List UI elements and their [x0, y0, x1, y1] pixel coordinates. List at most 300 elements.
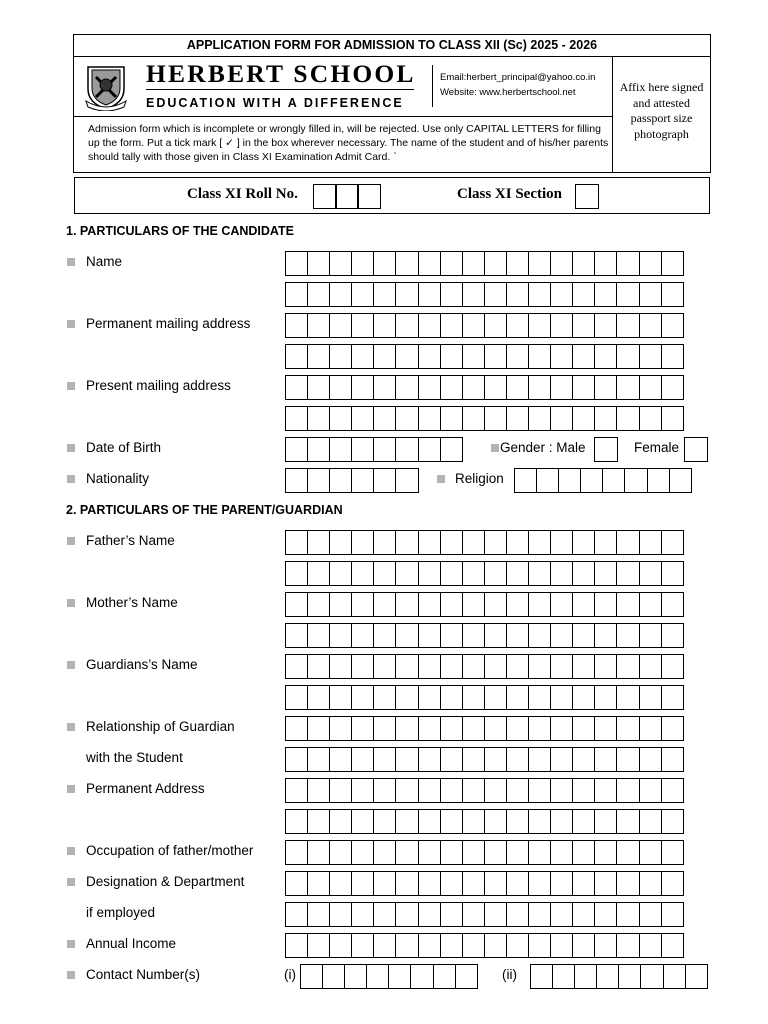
- char-box[interactable]: [661, 530, 685, 555]
- char-box[interactable]: [616, 840, 640, 865]
- char-box[interactable]: [616, 747, 640, 772]
- char-box[interactable]: [307, 313, 331, 338]
- char-box[interactable]: [594, 623, 618, 648]
- char-box[interactable]: [639, 809, 663, 834]
- char-box[interactable]: [440, 654, 464, 679]
- permanent-address-input-row-2[interactable]: [285, 344, 683, 369]
- char-box[interactable]: [418, 685, 442, 710]
- nationality-input[interactable]: [285, 468, 418, 493]
- char-box[interactable]: [661, 902, 685, 927]
- char-box[interactable]: [440, 809, 464, 834]
- designation-input[interactable]: [285, 871, 683, 896]
- char-box[interactable]: [552, 964, 576, 989]
- char-box[interactable]: [594, 747, 618, 772]
- char-box[interactable]: [616, 375, 640, 400]
- char-box[interactable]: [329, 313, 353, 338]
- char-box[interactable]: [528, 747, 552, 772]
- char-box[interactable]: [618, 964, 642, 989]
- char-box[interactable]: [329, 561, 353, 586]
- char-box[interactable]: [462, 840, 486, 865]
- char-box[interactable]: [536, 468, 560, 493]
- relationship-input-row-2[interactable]: [285, 747, 683, 772]
- char-box[interactable]: [528, 406, 552, 431]
- char-box[interactable]: [418, 313, 442, 338]
- char-box[interactable]: [418, 406, 442, 431]
- char-box[interactable]: [395, 623, 419, 648]
- char-box[interactable]: [639, 375, 663, 400]
- char-box[interactable]: [616, 902, 640, 927]
- char-box[interactable]: [594, 778, 618, 803]
- char-box[interactable]: [572, 716, 596, 741]
- char-box[interactable]: [528, 561, 552, 586]
- char-box[interactable]: [484, 592, 508, 617]
- char-box[interactable]: [484, 778, 508, 803]
- char-box[interactable]: [329, 809, 353, 834]
- char-box[interactable]: [307, 592, 331, 617]
- char-box[interactable]: [484, 623, 508, 648]
- char-box[interactable]: [506, 933, 530, 958]
- char-box[interactable]: [572, 685, 596, 710]
- char-box[interactable]: [624, 468, 648, 493]
- char-box[interactable]: [329, 654, 353, 679]
- char-box[interactable]: [418, 747, 442, 772]
- char-box[interactable]: [639, 871, 663, 896]
- char-box[interactable]: [661, 778, 685, 803]
- char-box[interactable]: [616, 716, 640, 741]
- char-box[interactable]: [462, 623, 486, 648]
- char-box[interactable]: [506, 313, 530, 338]
- char-box[interactable]: [366, 964, 390, 989]
- char-box[interactable]: [307, 871, 331, 896]
- char-box[interactable]: [373, 437, 397, 462]
- char-box[interactable]: [462, 561, 486, 586]
- char-box[interactable]: [639, 840, 663, 865]
- char-box[interactable]: [550, 623, 574, 648]
- char-box[interactable]: [285, 468, 309, 493]
- char-box[interactable]: [484, 716, 508, 741]
- char-box[interactable]: [418, 840, 442, 865]
- char-box[interactable]: [484, 251, 508, 276]
- char-box[interactable]: [418, 871, 442, 896]
- char-box[interactable]: [528, 375, 552, 400]
- char-box[interactable]: [351, 654, 375, 679]
- relationship-input[interactable]: [285, 716, 683, 741]
- char-box[interactable]: [462, 592, 486, 617]
- char-box[interactable]: [307, 623, 331, 648]
- char-box[interactable]: [572, 623, 596, 648]
- char-box[interactable]: [351, 747, 375, 772]
- char-box[interactable]: [506, 685, 530, 710]
- char-box[interactable]: [616, 406, 640, 431]
- char-box[interactable]: [661, 654, 685, 679]
- char-box[interactable]: [329, 778, 353, 803]
- char-box[interactable]: [351, 685, 375, 710]
- char-box[interactable]: [484, 654, 508, 679]
- char-box[interactable]: [395, 437, 419, 462]
- char-box[interactable]: [639, 344, 663, 369]
- char-box[interactable]: [506, 654, 530, 679]
- char-box[interactable]: [395, 902, 419, 927]
- char-box[interactable]: [661, 375, 685, 400]
- mother-name-input[interactable]: [285, 592, 683, 617]
- char-box[interactable]: [307, 375, 331, 400]
- char-box[interactable]: [395, 933, 419, 958]
- char-box[interactable]: [528, 809, 552, 834]
- char-box[interactable]: [395, 871, 419, 896]
- char-box[interactable]: [484, 902, 508, 927]
- char-box[interactable]: [616, 933, 640, 958]
- char-box[interactable]: [395, 313, 419, 338]
- contact-i-input[interactable]: [300, 964, 477, 989]
- char-box[interactable]: [550, 344, 574, 369]
- char-box[interactable]: [594, 375, 618, 400]
- char-box[interactable]: [661, 809, 685, 834]
- char-box[interactable]: [640, 964, 664, 989]
- char-box[interactable]: [418, 530, 442, 555]
- char-box[interactable]: [285, 530, 309, 555]
- char-box[interactable]: [550, 282, 574, 307]
- char-box[interactable]: [484, 809, 508, 834]
- char-box[interactable]: [418, 561, 442, 586]
- char-box[interactable]: [440, 561, 464, 586]
- char-box[interactable]: [506, 778, 530, 803]
- char-box[interactable]: [322, 964, 346, 989]
- char-box[interactable]: [572, 840, 596, 865]
- char-box[interactable]: [307, 778, 331, 803]
- char-box[interactable]: [594, 251, 618, 276]
- char-box[interactable]: [373, 344, 397, 369]
- char-box[interactable]: [329, 282, 353, 307]
- char-box[interactable]: [661, 406, 685, 431]
- char-box[interactable]: [329, 685, 353, 710]
- char-box[interactable]: [440, 282, 464, 307]
- char-box[interactable]: [285, 561, 309, 586]
- name-input[interactable]: [285, 251, 683, 276]
- char-box[interactable]: [344, 964, 368, 989]
- char-box[interactable]: [462, 282, 486, 307]
- char-box[interactable]: [528, 313, 552, 338]
- char-box[interactable]: [506, 561, 530, 586]
- char-box[interactable]: [418, 437, 442, 462]
- char-box[interactable]: [484, 313, 508, 338]
- char-box[interactable]: [329, 840, 353, 865]
- char-box[interactable]: [329, 747, 353, 772]
- char-box[interactable]: [373, 716, 397, 741]
- char-box[interactable]: [462, 375, 486, 400]
- char-box[interactable]: [639, 313, 663, 338]
- char-box[interactable]: [395, 282, 419, 307]
- father-name-input[interactable]: [285, 530, 683, 555]
- char-box[interactable]: [462, 809, 486, 834]
- char-box[interactable]: [506, 747, 530, 772]
- char-box[interactable]: [594, 592, 618, 617]
- char-box[interactable]: [484, 840, 508, 865]
- char-box[interactable]: [572, 809, 596, 834]
- char-box[interactable]: [351, 716, 375, 741]
- char-box[interactable]: [572, 313, 596, 338]
- char-box[interactable]: [616, 654, 640, 679]
- contact-ii-input[interactable]: [530, 964, 707, 989]
- char-box[interactable]: [373, 251, 397, 276]
- char-box[interactable]: [572, 933, 596, 958]
- char-box[interactable]: [373, 654, 397, 679]
- char-box[interactable]: [285, 778, 309, 803]
- char-box[interactable]: [351, 592, 375, 617]
- char-box[interactable]: [285, 871, 309, 896]
- char-box[interactable]: [307, 716, 331, 741]
- char-box[interactable]: [285, 623, 309, 648]
- char-box[interactable]: [351, 561, 375, 586]
- char-box[interactable]: [616, 809, 640, 834]
- char-box[interactable]: [285, 344, 309, 369]
- char-box[interactable]: [594, 809, 618, 834]
- char-box[interactable]: [484, 933, 508, 958]
- char-box[interactable]: [550, 778, 574, 803]
- char-box[interactable]: [462, 344, 486, 369]
- char-box[interactable]: [440, 871, 464, 896]
- char-box[interactable]: [351, 406, 375, 431]
- char-box[interactable]: [550, 840, 574, 865]
- char-box[interactable]: [528, 344, 552, 369]
- char-box[interactable]: [639, 406, 663, 431]
- char-box[interactable]: [661, 840, 685, 865]
- char-box[interactable]: [351, 468, 375, 493]
- char-box[interactable]: [307, 840, 331, 865]
- char-box[interactable]: [418, 282, 442, 307]
- char-box[interactable]: [484, 282, 508, 307]
- char-box[interactable]: [285, 654, 309, 679]
- char-box[interactable]: [484, 871, 508, 896]
- char-box[interactable]: [639, 716, 663, 741]
- char-box[interactable]: [639, 654, 663, 679]
- char-box[interactable]: [616, 251, 640, 276]
- char-box[interactable]: [440, 623, 464, 648]
- char-box[interactable]: [663, 964, 687, 989]
- char-box[interactable]: [395, 840, 419, 865]
- char-box[interactable]: [455, 964, 479, 989]
- parent-address-input-row-2[interactable]: [285, 809, 683, 834]
- char-box[interactable]: [373, 375, 397, 400]
- char-box[interactable]: [307, 530, 331, 555]
- char-box[interactable]: [285, 313, 309, 338]
- char-box[interactable]: [307, 437, 331, 462]
- char-box[interactable]: [351, 840, 375, 865]
- char-box[interactable]: [550, 561, 574, 586]
- char-box[interactable]: [373, 313, 397, 338]
- char-box[interactable]: [285, 685, 309, 710]
- char-box[interactable]: [506, 282, 530, 307]
- char-box[interactable]: [440, 592, 464, 617]
- char-box[interactable]: [661, 623, 685, 648]
- char-box[interactable]: [528, 251, 552, 276]
- char-box[interactable]: [528, 282, 552, 307]
- char-box[interactable]: [528, 530, 552, 555]
- char-box[interactable]: [395, 716, 419, 741]
- char-box[interactable]: [351, 623, 375, 648]
- char-box[interactable]: [594, 530, 618, 555]
- char-box[interactable]: [329, 592, 353, 617]
- char-box[interactable]: [373, 809, 397, 834]
- char-box[interactable]: [572, 530, 596, 555]
- char-box[interactable]: [506, 530, 530, 555]
- char-box[interactable]: [572, 592, 596, 617]
- char-box[interactable]: [373, 871, 397, 896]
- char-box[interactable]: [550, 592, 574, 617]
- char-box[interactable]: [484, 406, 508, 431]
- char-box[interactable]: [395, 344, 419, 369]
- father-name-input-row-2[interactable]: [285, 561, 683, 586]
- char-box[interactable]: [506, 840, 530, 865]
- char-box[interactable]: [484, 685, 508, 710]
- char-box[interactable]: [373, 778, 397, 803]
- char-box[interactable]: [395, 809, 419, 834]
- char-box[interactable]: [462, 530, 486, 555]
- char-box[interactable]: [433, 964, 457, 989]
- char-box[interactable]: [594, 313, 618, 338]
- char-box[interactable]: [550, 716, 574, 741]
- char-box[interactable]: [661, 561, 685, 586]
- char-box[interactable]: [685, 964, 709, 989]
- char-box[interactable]: [329, 716, 353, 741]
- char-box[interactable]: [639, 685, 663, 710]
- char-box[interactable]: [616, 592, 640, 617]
- char-box[interactable]: [373, 282, 397, 307]
- char-box[interactable]: [440, 344, 464, 369]
- char-box[interactable]: [307, 902, 331, 927]
- char-box[interactable]: [440, 375, 464, 400]
- char-box[interactable]: [440, 778, 464, 803]
- char-box[interactable]: [440, 840, 464, 865]
- roll-number-input[interactable]: [313, 184, 379, 209]
- char-box[interactable]: [462, 251, 486, 276]
- char-box[interactable]: [572, 561, 596, 586]
- char-box[interactable]: [572, 251, 596, 276]
- char-box[interactable]: [329, 251, 353, 276]
- char-box[interactable]: [550, 809, 574, 834]
- char-box[interactable]: [639, 530, 663, 555]
- char-box[interactable]: [462, 716, 486, 741]
- char-box[interactable]: [440, 747, 464, 772]
- char-box[interactable]: [351, 530, 375, 555]
- char-box[interactable]: [594, 685, 618, 710]
- char-box[interactable]: [307, 654, 331, 679]
- char-box[interactable]: [506, 251, 530, 276]
- char-box[interactable]: [440, 933, 464, 958]
- char-box[interactable]: [351, 375, 375, 400]
- present-address-input[interactable]: [285, 375, 683, 400]
- char-box[interactable]: [285, 716, 309, 741]
- char-box[interactable]: [440, 530, 464, 555]
- char-box[interactable]: [440, 313, 464, 338]
- char-box[interactable]: [550, 685, 574, 710]
- char-box[interactable]: [440, 251, 464, 276]
- char-box[interactable]: [639, 561, 663, 586]
- char-box[interactable]: [373, 406, 397, 431]
- char-box[interactable]: [528, 871, 552, 896]
- char-box[interactable]: [351, 933, 375, 958]
- char-box[interactable]: [351, 437, 375, 462]
- char-box[interactable]: [639, 592, 663, 617]
- char-box[interactable]: [661, 685, 685, 710]
- female-checkbox[interactable]: [684, 437, 706, 462]
- char-box[interactable]: [661, 313, 685, 338]
- char-box[interactable]: [418, 933, 442, 958]
- permanent-address-input[interactable]: [285, 313, 683, 338]
- char-box[interactable]: [440, 902, 464, 927]
- char-box[interactable]: [440, 406, 464, 431]
- char-box[interactable]: [418, 623, 442, 648]
- char-box[interactable]: [616, 344, 640, 369]
- char-box[interactable]: [616, 685, 640, 710]
- char-box[interactable]: [616, 561, 640, 586]
- char-box[interactable]: [616, 778, 640, 803]
- char-box[interactable]: [594, 654, 618, 679]
- char-box[interactable]: [528, 902, 552, 927]
- char-box[interactable]: [528, 685, 552, 710]
- char-box[interactable]: [418, 778, 442, 803]
- char-box[interactable]: [594, 437, 618, 462]
- char-box[interactable]: [528, 778, 552, 803]
- char-box[interactable]: [506, 716, 530, 741]
- char-box[interactable]: [395, 468, 419, 493]
- char-box[interactable]: [285, 747, 309, 772]
- char-box[interactable]: [661, 344, 685, 369]
- char-box[interactable]: [528, 592, 552, 617]
- char-box[interactable]: [307, 809, 331, 834]
- parent-address-input[interactable]: [285, 778, 683, 803]
- char-box[interactable]: [506, 592, 530, 617]
- char-box[interactable]: [661, 933, 685, 958]
- char-box[interactable]: [550, 530, 574, 555]
- char-box[interactable]: [462, 685, 486, 710]
- char-box[interactable]: [484, 747, 508, 772]
- char-box[interactable]: [572, 871, 596, 896]
- char-box[interactable]: [285, 933, 309, 958]
- char-box[interactable]: [285, 251, 309, 276]
- char-box[interactable]: [285, 840, 309, 865]
- char-box[interactable]: [462, 933, 486, 958]
- char-box[interactable]: [351, 809, 375, 834]
- char-box[interactable]: [307, 251, 331, 276]
- char-box[interactable]: [440, 437, 464, 462]
- char-box[interactable]: [418, 375, 442, 400]
- male-checkbox[interactable]: [594, 437, 616, 462]
- char-box[interactable]: [550, 251, 574, 276]
- char-box[interactable]: [669, 468, 693, 493]
- char-box[interactable]: [329, 344, 353, 369]
- char-box[interactable]: [639, 747, 663, 772]
- char-box[interactable]: [528, 716, 552, 741]
- designation-input-row-2[interactable]: [285, 902, 683, 927]
- char-box[interactable]: [661, 592, 685, 617]
- char-box[interactable]: [602, 468, 626, 493]
- char-box[interactable]: [550, 902, 574, 927]
- char-box[interactable]: [639, 623, 663, 648]
- char-box[interactable]: [661, 716, 685, 741]
- name-input-row-2[interactable]: [285, 282, 683, 307]
- guardian-name-input-row-2[interactable]: [285, 685, 683, 710]
- char-box[interactable]: [373, 902, 397, 927]
- income-input[interactable]: [285, 933, 683, 958]
- char-box[interactable]: [574, 964, 598, 989]
- char-box[interactable]: [484, 530, 508, 555]
- char-box[interactable]: [506, 623, 530, 648]
- char-box[interactable]: [395, 406, 419, 431]
- char-box[interactable]: [351, 902, 375, 927]
- char-box[interactable]: [550, 871, 574, 896]
- char-box[interactable]: [462, 313, 486, 338]
- char-box[interactable]: [395, 778, 419, 803]
